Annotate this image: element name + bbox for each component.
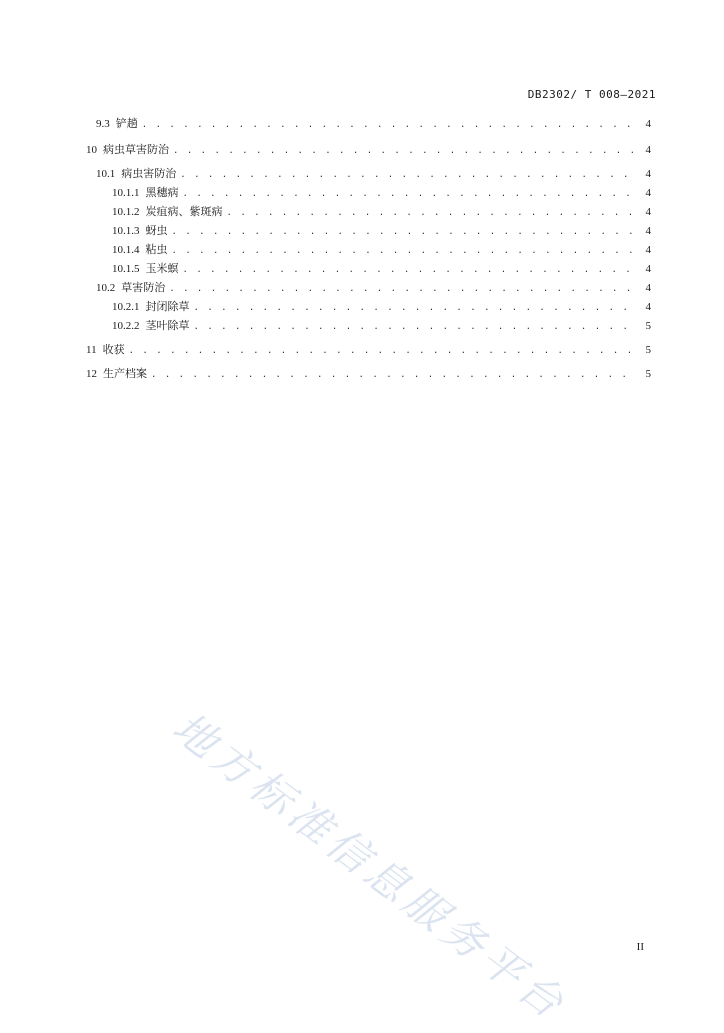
toc-number: 10.1.4: [112, 244, 140, 256]
dot-leader: [129, 343, 635, 359]
toc-entry[interactable]: [112, 299, 651, 315]
toc-number: 10.2: [96, 282, 116, 294]
toc-number: 10.1.5: [112, 263, 140, 275]
toc-entry[interactable]: [112, 318, 651, 334]
page-number: II: [636, 941, 644, 953]
toc-title: 茎叶除草: [145, 319, 190, 332]
toc-page: 4: [645, 301, 651, 313]
toc-number: 10.1.1: [112, 187, 140, 199]
toc-entry[interactable]: [112, 204, 651, 220]
toc-page: 4: [645, 187, 651, 199]
toc-page: 4: [645, 168, 651, 180]
dot-leader: [183, 262, 636, 278]
toc-page: 4: [645, 206, 651, 218]
toc-title: 粘虫: [145, 243, 168, 256]
toc-entry[interactable]: [112, 261, 651, 277]
toc-entry[interactable]: [86, 142, 651, 158]
dot-leader: [172, 224, 636, 240]
toc-page: 4: [645, 144, 651, 156]
toc-entry[interactable]: [112, 223, 651, 239]
toc-entry[interactable]: [96, 280, 651, 296]
toc-page: 4: [645, 118, 651, 130]
dot-leader: [194, 300, 636, 316]
dot-leader: [183, 186, 636, 202]
dot-leader: [180, 167, 635, 183]
toc-entry[interactable]: [96, 166, 651, 182]
toc-number: 10.2.2: [112, 320, 140, 332]
toc-title: 黑穗病: [145, 186, 179, 199]
toc-title: 玉米螟: [145, 262, 179, 275]
toc-title: 铲趟: [115, 117, 138, 130]
toc-page: 4: [645, 282, 651, 294]
toc-number: 10.1: [96, 168, 116, 180]
toc-page: 5: [645, 320, 651, 332]
dot-leader: [194, 319, 636, 335]
toc-page: 4: [645, 244, 651, 256]
toc-page: 4: [645, 225, 651, 237]
toc-page: 5: [645, 344, 651, 356]
toc-number: 12: [86, 368, 97, 380]
dot-leader: [142, 117, 635, 133]
dot-leader: [151, 367, 635, 383]
toc-page: 5: [645, 368, 651, 380]
toc-entry[interactable]: [96, 116, 651, 132]
toc-number: 10.1.2: [112, 206, 140, 218]
toc-number: 10.1.3: [112, 225, 140, 237]
toc-entry[interactable]: [86, 366, 651, 382]
toc-number: 11: [86, 344, 97, 356]
dot-leader: [173, 143, 635, 159]
toc-entry[interactable]: [112, 242, 651, 258]
toc-entry[interactable]: [86, 342, 651, 358]
toc-title: 蚜虫: [145, 224, 168, 237]
watermark: 地方标准信息服务平台: [163, 702, 577, 1031]
toc-title: 炭疽病、紫斑病: [145, 205, 223, 218]
document-code: DB2302/ T 008—2021: [527, 88, 656, 101]
dot-leader: [172, 243, 636, 259]
dot-leader: [169, 281, 635, 297]
toc-title: 封闭除草: [145, 300, 190, 313]
toc-title: 病虫草害防治: [103, 143, 169, 156]
dot-leader: [227, 205, 636, 221]
toc-title: 收获: [102, 343, 125, 356]
toc-title: 病虫害防治: [121, 167, 177, 180]
toc-title: 生产档案: [103, 367, 147, 380]
toc-number: 10: [86, 144, 97, 156]
toc-page: 4: [645, 263, 651, 275]
toc-entry[interactable]: [112, 185, 651, 201]
toc-title: 草害防治: [121, 281, 166, 294]
toc-number: 9.3: [96, 118, 110, 130]
toc-number: 10.2.1: [112, 301, 140, 313]
